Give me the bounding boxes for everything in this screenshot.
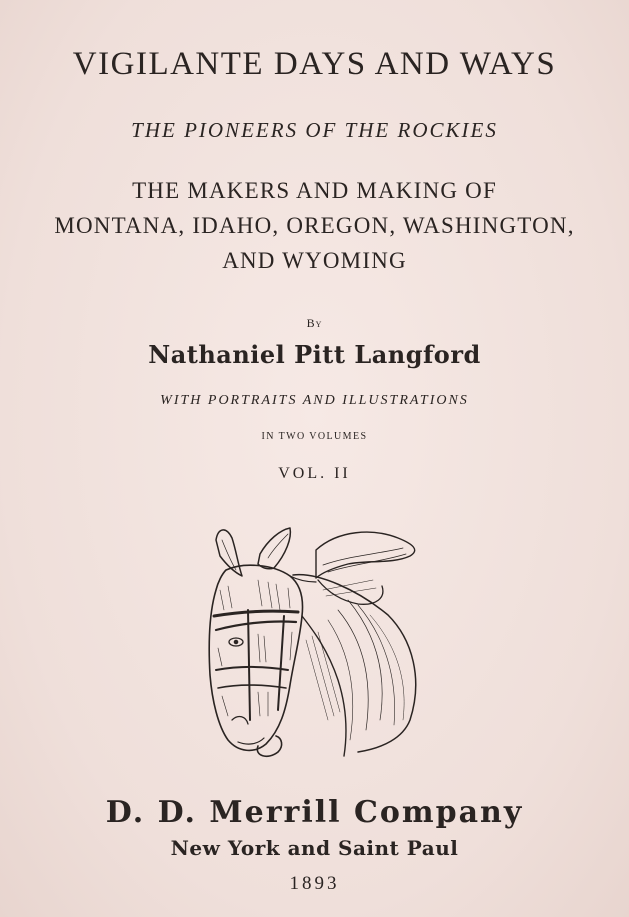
book-title: VIGILANTE DAYS AND WAYS [72, 46, 557, 82]
author-name: Nathaniel Pitt Langford [148, 340, 481, 369]
by-label: By [306, 316, 323, 330]
book-subtitle: THE PIONEERS OF THE ROCKIES [131, 118, 498, 142]
volume-number: VOL. II [278, 465, 351, 482]
publication-year: 1893 [289, 873, 340, 894]
portraits-note: WITH PORTRAITS AND ILLUSTRATIONS [160, 393, 469, 408]
makers-line-2: MONTANA, IDAHO, OREGON, WASHINGTON, [54, 213, 575, 238]
makers-line-1: THE MAKERS AND MAKING OF [132, 178, 497, 203]
publisher-name: D. D. Merrill Company [105, 795, 524, 830]
makers-line-3: AND WYOMING [222, 248, 407, 273]
pack-mule-illustration [198, 520, 430, 760]
volumes-note: IN TWO VOLUMES [261, 431, 368, 442]
publisher-place: New York and Saint Paul [170, 836, 459, 860]
